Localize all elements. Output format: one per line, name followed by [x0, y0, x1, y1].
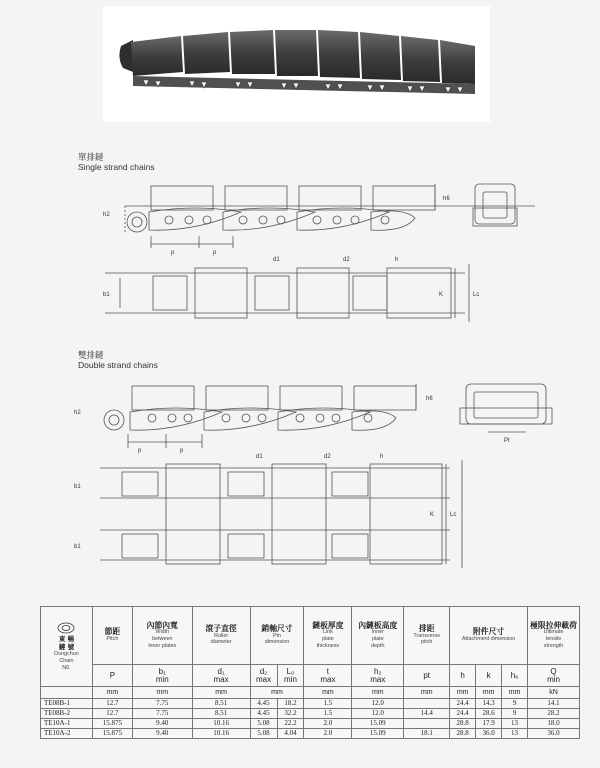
cell-d1: 8.51	[192, 709, 250, 719]
col-width-en: Width between inner plates	[148, 629, 177, 649]
single-label-h2: h2	[103, 212, 110, 218]
header-row-symbols	[41, 665, 580, 687]
col-pitch-zh: 節距	[104, 627, 121, 637]
col-depth-zh: 內鏈板高度	[358, 620, 398, 630]
sym-h6: h₆	[502, 665, 528, 687]
cell-h6: 13	[502, 719, 528, 729]
col-attachment-head	[450, 607, 528, 665]
single-label-b1: b1	[103, 292, 110, 298]
brand-en: Dongchun Chain N0.	[54, 651, 79, 671]
table-row	[41, 729, 580, 739]
double-strand-zh: 雙排鏈	[78, 350, 104, 360]
cell-t: 2.0	[304, 729, 352, 739]
unit-pin: mm	[250, 687, 304, 699]
unit-blank	[41, 687, 93, 699]
sym-d1: d₁ max	[192, 665, 250, 687]
cell-l: 4.04	[277, 729, 304, 739]
single-label-p2: p	[213, 250, 217, 256]
cell-b1: 9.40	[132, 729, 192, 739]
unit-k: mm	[476, 687, 502, 699]
single-strand-en: Single strand chains	[78, 162, 155, 172]
cell-k: 17.9	[476, 719, 502, 729]
cell-h6: 9	[502, 709, 528, 719]
table-row	[41, 709, 580, 719]
cell-h2: 15.09	[352, 729, 404, 739]
cell-code: TE08B-2	[41, 709, 93, 719]
double-label-h: h	[380, 454, 384, 460]
double-label-p2: p	[180, 448, 184, 454]
cell-code: TE10A-1	[41, 719, 93, 729]
cell-code: TE08B-1	[41, 699, 93, 709]
cell-p: 12.7	[92, 709, 132, 719]
cell-code: TE10A-2	[41, 729, 93, 739]
cell-b1: 9.40	[132, 719, 192, 729]
sym-q: Q min	[528, 665, 580, 687]
col-transverse-en: Transverse pitch	[413, 632, 441, 646]
single-label-h6: h6	[443, 196, 450, 202]
col-attachment-en: Attachment dimension	[461, 635, 516, 642]
cell-pt: 18.1	[404, 729, 450, 739]
double-label-b1b: b1	[74, 544, 81, 550]
header-row-units	[41, 687, 580, 699]
cell-p: 15.875	[92, 729, 132, 739]
col-roller-head	[192, 607, 250, 665]
col-transverse-zh: 排距	[418, 624, 435, 634]
sym-k: k	[476, 665, 502, 687]
cell-k: 28.6	[476, 709, 502, 719]
col-transverse-head	[404, 607, 450, 665]
single-strand-zh: 單排鏈	[78, 152, 104, 162]
col-pin-zh: 銷軸尺寸	[261, 624, 293, 634]
double-label-h2: h2	[74, 410, 81, 416]
single-label-h: h	[395, 257, 399, 263]
cell-q: 36.0	[528, 729, 580, 739]
double-strand-diagram	[70, 378, 570, 583]
cell-q: 14.1	[528, 699, 580, 709]
cell-d1: 10.16	[192, 729, 250, 739]
col-roller-en: Roller diameter	[210, 632, 232, 646]
cell-k: 36.0	[476, 729, 502, 739]
col-pin-en: Pin dimension	[264, 632, 290, 646]
double-strand-heading	[78, 350, 158, 370]
col-strength-en: Ultimate tensile strength	[543, 629, 564, 649]
cell-d2: 4.45	[250, 699, 277, 709]
double-label-d2: d2	[324, 454, 331, 460]
single-strand-diagram	[95, 178, 535, 328]
col-pitch-head	[92, 607, 132, 665]
cell-l: 32.2	[277, 709, 304, 719]
product-photo	[103, 6, 490, 122]
double-strand-en: Double strand chains	[78, 360, 158, 370]
col-pin-head	[250, 607, 304, 665]
unit-h2: mm	[352, 687, 404, 699]
single-label-lc: Lc	[473, 292, 480, 298]
cell-b1: 7.75	[132, 709, 192, 719]
unit-d1: mm	[192, 687, 250, 699]
cell-h2: 15.09	[352, 719, 404, 729]
single-label-d1: d1	[273, 257, 280, 263]
cell-pt: 14.4	[404, 709, 450, 719]
double-label-h6: h6	[426, 396, 433, 402]
single-label-k: K	[439, 292, 444, 298]
cell-h: 24.4	[450, 699, 476, 709]
col-thickness-head	[304, 607, 352, 665]
sym-p: P	[92, 665, 132, 687]
col-depth-en: Inner plate depth	[371, 629, 385, 649]
cell-d2: 4.45	[250, 709, 277, 719]
header-row-names	[41, 607, 580, 665]
cell-h: 28.8	[450, 729, 476, 739]
sym-b1: b₁ min	[132, 665, 192, 687]
cell-h2: 12.0	[352, 699, 404, 709]
cell-pt	[404, 719, 450, 729]
brand-cell	[41, 607, 93, 687]
cell-h6: 13	[502, 729, 528, 739]
unit-b1: mm	[132, 687, 192, 699]
cell-h6: 9	[502, 699, 528, 709]
double-label-k: K	[430, 512, 435, 518]
cell-h: 24.4	[450, 709, 476, 719]
unit-pt: mm	[404, 687, 450, 699]
cell-pt	[404, 699, 450, 709]
col-depth-head	[352, 607, 404, 665]
sym-d2: d₂ max	[250, 665, 277, 687]
double-label-lc: Lc	[450, 512, 457, 518]
cell-h: 28.8	[450, 719, 476, 729]
unit-q: kN	[528, 687, 580, 699]
cell-t: 1.5	[304, 699, 352, 709]
cell-p: 12.7	[92, 699, 132, 709]
single-label-p1: p	[171, 250, 175, 256]
double-label-b1a: b1	[74, 484, 81, 490]
brand-zh: 東 暢 鏈 號	[58, 635, 75, 651]
unit-t: mm	[304, 687, 352, 699]
single-label-d2: d2	[343, 257, 350, 263]
col-strength-head	[528, 607, 580, 665]
col-pitch-en: Pitch	[106, 635, 119, 642]
sym-t: t max	[304, 665, 352, 687]
cell-d2: 5.08	[250, 729, 277, 739]
chain-photo-illustration	[103, 6, 490, 122]
cell-k: 14.3	[476, 699, 502, 709]
col-thickness-en: Link plate thickness	[316, 629, 340, 649]
cell-t: 2.0	[304, 719, 352, 729]
double-label-d1: d1	[256, 454, 263, 460]
double-label-pt: Pt	[504, 438, 510, 444]
sym-h: h	[450, 665, 476, 687]
col-width-zh: 內節內寬	[146, 620, 178, 630]
cell-b1: 7.75	[132, 699, 192, 709]
table-row	[41, 699, 580, 709]
cell-l: 22.2	[277, 719, 304, 729]
brand-logo-icon	[57, 622, 75, 634]
unit-p: mm	[92, 687, 132, 699]
cell-d2: 5.08	[250, 719, 277, 729]
col-thickness-zh: 鏈板厚度	[312, 620, 344, 630]
cell-l: 18.2	[277, 699, 304, 709]
unit-h6: mm	[502, 687, 528, 699]
col-strength-zh: 極限拉伸載荷	[530, 620, 577, 630]
cell-q: 18.0	[528, 719, 580, 729]
col-attachment-zh: 附件尺寸	[473, 627, 505, 637]
table-row	[41, 719, 580, 729]
cell-d1: 8.51	[192, 699, 250, 709]
col-width-head	[132, 607, 192, 665]
double-label-p1: p	[138, 448, 142, 454]
unit-h: mm	[450, 687, 476, 699]
cell-q: 28.2	[528, 709, 580, 719]
col-roller-zh: 滾子直徑	[205, 624, 237, 634]
cell-p: 15.875	[92, 719, 132, 729]
single-strand-heading	[78, 152, 155, 172]
spec-table	[40, 606, 580, 739]
sym-l0: L₀ min	[277, 665, 304, 687]
sym-pt: pt	[404, 665, 450, 687]
sym-h2: h₂ max	[352, 665, 404, 687]
cell-t: 1.5	[304, 709, 352, 719]
cell-h2: 12.0	[352, 709, 404, 719]
cell-d1: 10.16	[192, 719, 250, 729]
